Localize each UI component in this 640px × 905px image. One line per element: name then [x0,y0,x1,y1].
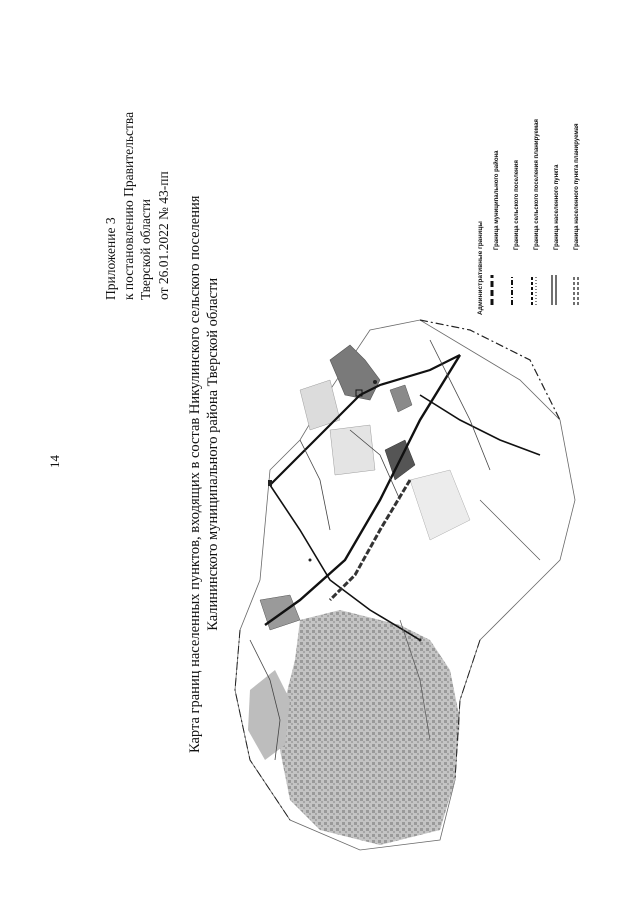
legend-symbol-settlement-planned [532,275,536,305]
legend-item-locality: Граница населенного пункта [554,164,560,250]
map-title-line-1: Карта границ населенных пунктов, входящих в состав Никулинского сельского поселения [187,195,203,753]
appendix-line-3: Тверской области [138,199,153,300]
legend-item-settlement: Граница сельского поселения [514,160,520,250]
page-number: 14 [47,455,62,468]
appendix-line-2: к постановлению Правительства [120,111,136,300]
legend-item-settlement-planned: Граница сельского поселения планируемая [534,119,540,250]
appendix-line-4: от 26.01.2022 № 43-пп [155,171,171,300]
legend-symbol-locality-planned [574,275,578,305]
legend-symbol-locality [552,275,556,305]
appendix-line-1: Приложение 3 [103,217,118,300]
map-title-line-2: Калининского муниципального района Тверской области [205,277,221,631]
legend-item-locality-planned: Граница населенного пункта планируемая [574,123,580,250]
legend-item-district: Граница муниципального района [494,150,500,250]
legend-heading: Административные границы [477,221,484,315]
